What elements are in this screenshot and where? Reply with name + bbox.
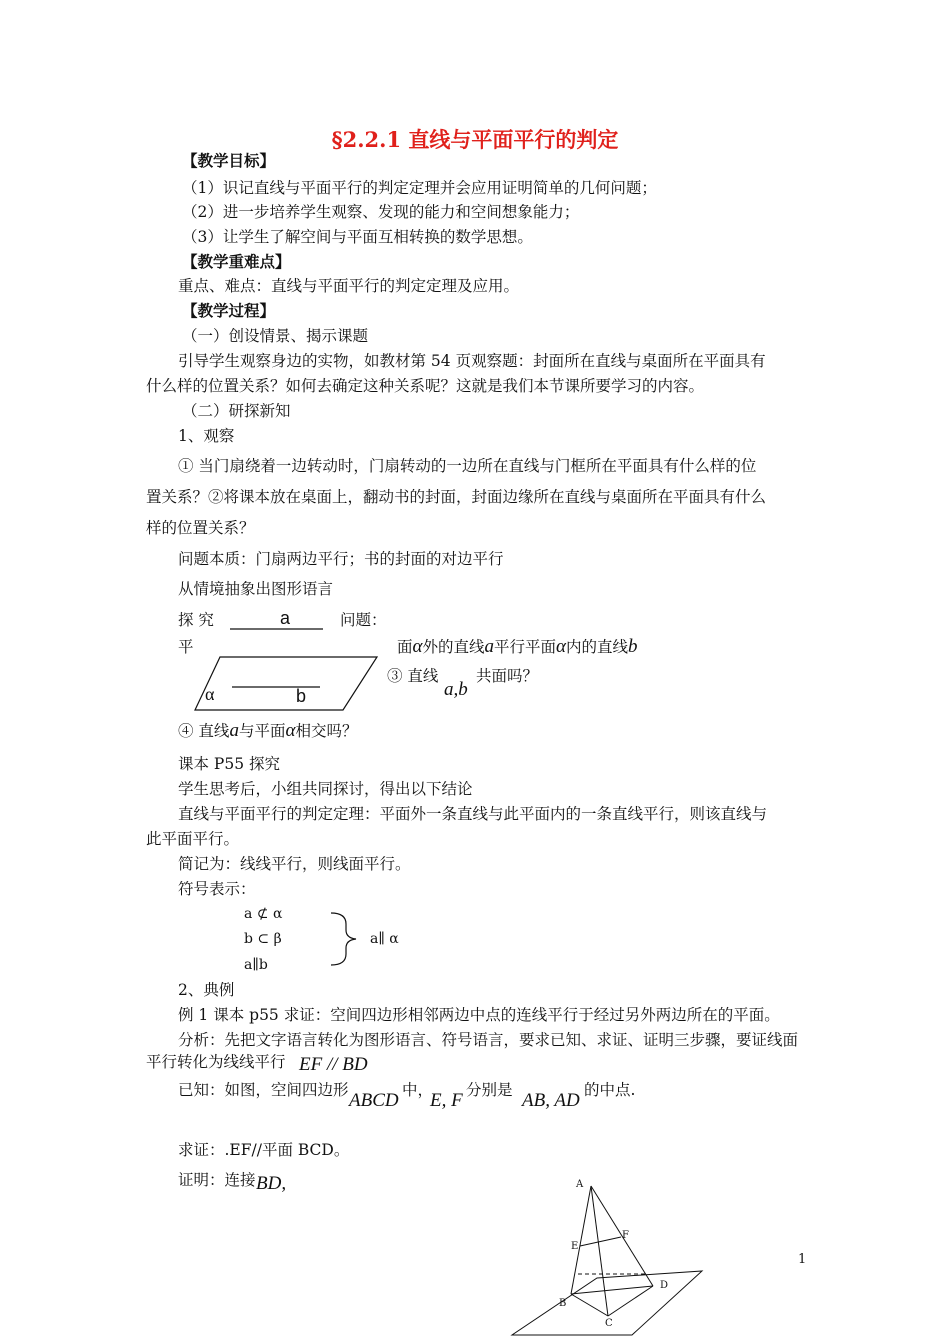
- q1-part-b: 外的直线: [422, 638, 485, 656]
- vertex-d-label: D: [660, 1280, 669, 1291]
- part1-heading: （一）创设情景、揭示课题: [182, 327, 369, 345]
- given-d: 的中点.: [584, 1081, 636, 1099]
- essence-text: 问题本质：门扇两边平行；书的封面的对边平行: [178, 550, 504, 568]
- process-heading: 【教学过程】: [182, 301, 276, 320]
- goals-heading: 【教学目标】: [182, 151, 276, 170]
- explore-question: 问题：: [340, 611, 387, 629]
- question-3-ab: a,b: [444, 679, 468, 700]
- page-title: §2.2.1 直线与平面平行的判定: [331, 127, 619, 152]
- goal-3: （3）让学生了解空间与平面互相转换的数学思想。: [182, 228, 533, 246]
- q4-part-b: 与平面: [238, 722, 286, 740]
- symbol-result: a∥ α: [370, 931, 399, 947]
- goal-1: （1）识记直线与平面平行的判定定理并会应用证明简单的几何问题；: [182, 179, 657, 197]
- key-heading: 【教学重难点】: [182, 252, 291, 271]
- q1-alpha-2: α: [556, 636, 567, 657]
- ef-parallel-bd: EF // BD: [299, 1054, 368, 1075]
- given-b: 中，: [402, 1081, 434, 1099]
- q4-part-c: 相交吗？: [295, 722, 358, 740]
- q4-a: a: [229, 720, 239, 741]
- q1-a: a: [484, 636, 495, 657]
- given-ef: E, F: [430, 1090, 463, 1111]
- part2-heading: （二）研探新知: [182, 402, 291, 420]
- symbol-2: b ⊂ β: [244, 931, 282, 947]
- q1-alpha: α: [412, 636, 423, 657]
- vertex-e-label: E: [571, 1241, 579, 1252]
- question-3-a: ③ 直线: [387, 667, 439, 685]
- vertex-a-label: A: [576, 1179, 584, 1190]
- blank-letter-a: a: [280, 608, 291, 628]
- proof-text: 证明：连接: [178, 1171, 256, 1189]
- short-form: 简记为：线线平行，则线面平行。: [178, 855, 411, 873]
- discuss-text: 学生思考后，小组共同探讨，得出以下结论: [178, 780, 473, 798]
- plane-alpha-label: α: [205, 684, 215, 704]
- proof-bd: BD,: [256, 1173, 287, 1194]
- analysis-line2: 平行转化为线线平行: [146, 1053, 286, 1071]
- observe-line1: ① 当门扇绕着一边转动时，门扇转动的一边所在直线与门框所在平面具有什么样的位: [178, 457, 757, 475]
- vertex-b-label: B: [559, 1298, 567, 1309]
- observe-line2: 置关系？②将课本放在桌面上，翻动书的封面，封面边缘所在直线与桌面所在平面具有什么: [146, 488, 767, 506]
- observe-line3: 样的位置关系？: [146, 519, 255, 537]
- question-3-b: 共面吗？: [476, 667, 539, 685]
- goal-2: （2）进一步培养学生观察、发现的能力和空间想象能力；: [182, 203, 580, 221]
- given-ab-ad: AB, AD: [522, 1090, 580, 1111]
- observe-heading: 1、观察: [178, 427, 235, 445]
- q1-part-c: 平行平面: [494, 638, 557, 656]
- abstract-text: 从情境抽象出图形语言: [178, 580, 334, 598]
- ping-char: 平: [178, 638, 194, 656]
- explore-label: 探 究: [178, 611, 214, 629]
- textbook-ref: 课本 P55 探究: [178, 755, 281, 773]
- theorem-line2: 此平面平行。: [146, 830, 240, 848]
- part1-line2: 什么样的位置关系？如何去确定这种关系呢？这就是我们本节课所要学习的内容。: [146, 377, 705, 395]
- q4-part-a: ④ 直线: [178, 722, 230, 740]
- example-heading: 2、典例: [178, 981, 235, 999]
- symbol-heading: 符号表示：: [178, 880, 256, 898]
- given-c: 分别是: [466, 1081, 513, 1099]
- given-a: 已知：如图，空间四边形: [178, 1081, 349, 1099]
- prove-text: 求证：.EF//平面 BCD。: [178, 1141, 350, 1159]
- line-b-label: b: [296, 686, 307, 706]
- symbol-1: a ⊄ α: [244, 906, 283, 922]
- q1-part-d: 内的直线: [566, 638, 629, 656]
- example-1: 例 1 课本 p55 求证：空间四边形相邻两边中点的连线平行于经过另外两边所在的平面。: [178, 1006, 780, 1024]
- analysis-line1: 分析：先把文字语言转化为图形语言、符号语言，要求已知、求证、证明三步骤，要证线面: [178, 1031, 799, 1049]
- q1-b: b: [628, 636, 638, 657]
- given-abcd: ABCD: [349, 1090, 399, 1111]
- q1-part-a: 面: [397, 638, 413, 656]
- symbol-3: a∥b: [244, 957, 268, 973]
- key-text: 重点、难点：直线与平面平行的判定定理及应用。: [178, 277, 520, 295]
- q4-alpha: α: [285, 720, 296, 741]
- vertex-f-label: F: [622, 1230, 629, 1241]
- theorem-line1: 直线与平面平行的判定定理：平面外一条直线与此平面内的一条直线平行，则该直线与: [178, 805, 768, 823]
- vertex-c-label: C: [605, 1318, 613, 1329]
- part1-line1: 引导学生观察身边的实物，如教材第 54 页观察题：封面所在直线与桌面所在平面具有: [178, 352, 766, 370]
- page-number: 1: [798, 1252, 807, 1267]
